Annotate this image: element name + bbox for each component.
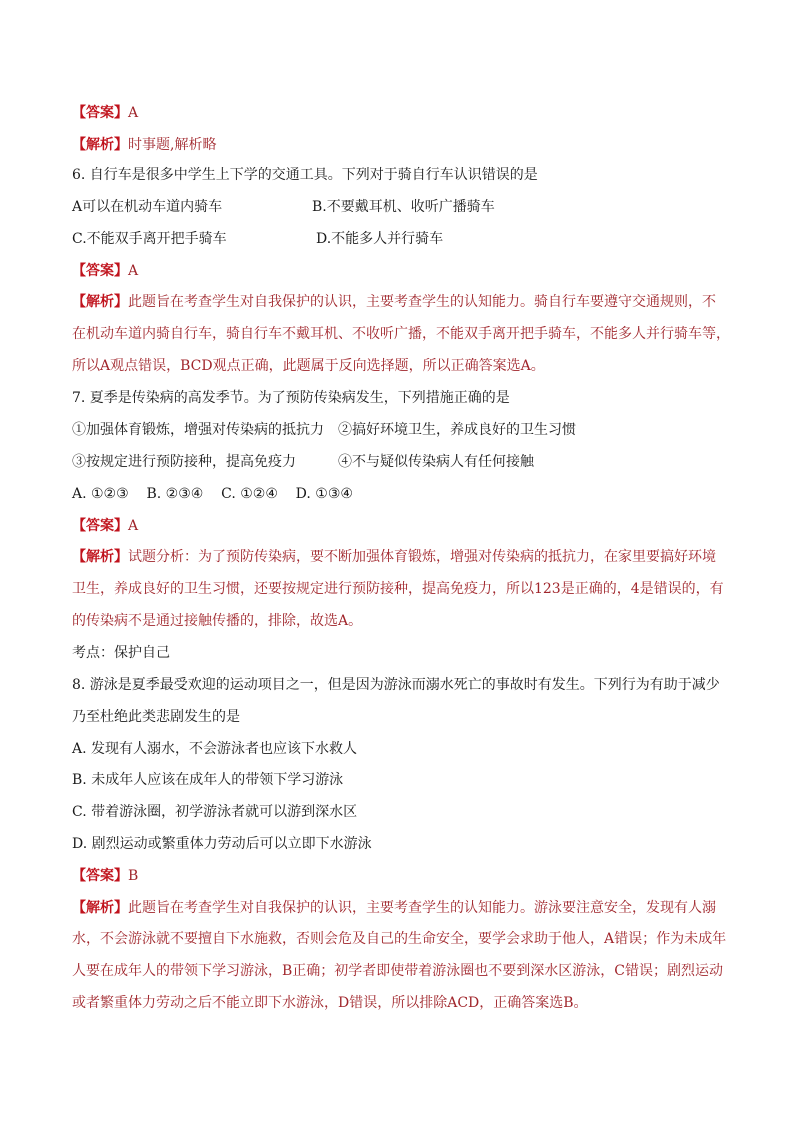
answer-tag: 【答案】 <box>72 868 128 884</box>
analysis-line <box>72 136 732 154</box>
question-7-options: A. ①②③ B. ②③④ C. ①②④ D. ①③④ <box>72 486 353 502</box>
analysis-text: 水，不会游泳就不要擅自下水施救，否则会危及自己的生命安全，要学会求助于他人，A错误；作为未成年 <box>72 931 727 947</box>
question-6-stem: 6. 自行车是很多中学生上下学的交通工具。下列对于骑自行车认识错误的是 <box>72 167 538 183</box>
question-7-stem: 7. 夏季是传染病的高发季节。为了预防传染病发生，下列措施正确的是 <box>72 390 510 406</box>
analysis-text: 此题旨在考查学生对自我保护的认识，主要考查学生的认知能力。游泳要注意安全，发现有人溺 <box>128 900 716 916</box>
question-8-option-d: D. 剧烈运动或繁重体力劳动后可以立即下水游泳 <box>72 836 372 852</box>
question-8-option-a: A. 发现有人溺水，不会游泳者也应该下水救人 <box>72 741 358 757</box>
answer-value: A <box>128 518 139 534</box>
analysis-text: 试题分析：为了预防传染病，要不断加强体育锻炼，增强对传染病的抵抗力，在家里要搞好环境 <box>128 549 716 565</box>
analysis-tag: 【解析】 <box>72 137 128 153</box>
question-6-option-b: B.不要戴耳机、收听广播骑车 <box>312 199 495 215</box>
question-6-option-d: D.不能多人并行骑车 <box>316 231 444 247</box>
answer-tag: 【答案】 <box>72 518 128 534</box>
answer-line <box>72 867 732 885</box>
analysis-text: 在机动车道内骑自行车，骑自行车不戴耳机、不收听广播，不能双手离开把手骑车，不能多人并行骑车等， <box>72 326 730 342</box>
analysis-text: 此题旨在考查学生对自我保护的认识，主要考查学生的认知能力。骑自行车要遵守交通规则，不 <box>128 294 716 310</box>
analysis-line <box>72 899 732 917</box>
analysis-text: 或者繁重体力劳动之后不能立即下水游泳，D错误，所以排除ACD，正确答案选B。 <box>72 995 588 1011</box>
analysis-text: 人要在成年人的带领下学习游泳，B正确；初学者即使带着游泳圈也不要到深水区游泳，C错误；剧烈运动 <box>72 963 723 979</box>
analysis-text: 时事题,解析略 <box>128 137 217 153</box>
question-6-option-a: A可以在机动车道内骑车 <box>72 199 223 215</box>
answer-value: B <box>128 868 139 884</box>
answer-line <box>72 262 732 280</box>
question-7-item-2: ②搞好环境卫生，养成良好的卫生习惯 <box>338 422 576 438</box>
answer-line <box>72 104 732 122</box>
question-6-option-c: C.不能双手离开把手骑车 <box>72 231 227 247</box>
question-8-stem: 8. 游泳是夏季最受欢迎的运动项目之一，但是因为游泳而溺水死亡的事故时有发生。下列行为有助于减少 <box>72 677 720 693</box>
analysis-tag: 【解析】 <box>72 294 128 310</box>
question-8-option-b: B. 未成年人应该在成年人的带领下学习游泳 <box>72 772 344 788</box>
question-8-option-c: C. 带着游泳圈，初学游泳者就可以游到深水区 <box>72 804 358 820</box>
answer-value: A <box>128 105 139 121</box>
analysis-text: 的传染病不是通过接触传播的，排除，故选A。 <box>72 613 363 629</box>
answer-tag: 【答案】 <box>72 105 128 121</box>
answer-value: A <box>128 263 139 279</box>
analysis-line <box>72 548 732 566</box>
analysis-tag: 【解析】 <box>72 549 128 565</box>
analysis-tag: 【解析】 <box>72 900 128 916</box>
question-7-item-3: ③按规定进行预防接种，提高免疫力 <box>72 454 296 470</box>
question-7-item-4: ④不与疑似传染病人有任何接触 <box>338 454 534 470</box>
answer-line <box>72 517 732 535</box>
kaodian-line: 考点：保护自己 <box>72 645 170 661</box>
analysis-text: 所以A观点错误，BCD观点正确，此题属于反向选择题，所以正确答案选A。 <box>72 358 545 374</box>
analysis-text: 卫生，养成良好的卫生习惯，还要按规定进行预防接种，提高免疫力，所以123是正确的，4是错误的，有 <box>72 581 724 597</box>
answer-tag: 【答案】 <box>72 263 128 279</box>
analysis-line <box>72 293 732 311</box>
question-8-stem: 乃至杜绝此类悲剧发生的是 <box>72 709 240 725</box>
question-7-item-1: ①加强体育锻炼，增强对传染病的抵抗力 <box>72 422 324 438</box>
